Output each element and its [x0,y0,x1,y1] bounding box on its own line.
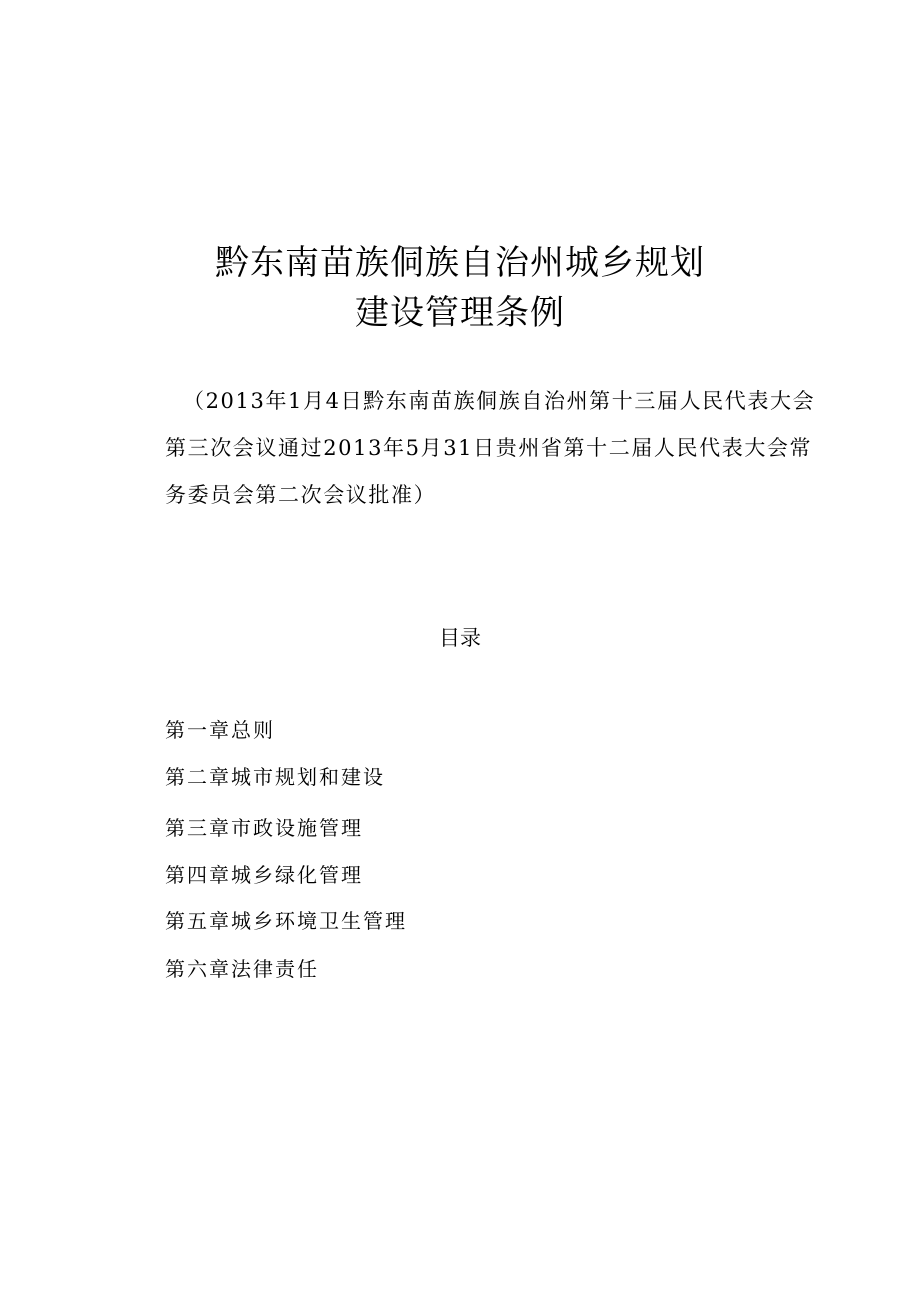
adoption-note-line-3: 务委员会第二次会议批准） [165,483,437,507]
toc-item-chapter-2: 第二章城市规划和建设 [165,765,385,789]
adoption-note-line-2: 第三次会议通过2013年5月31日贵州省第十二届人民代表大会常 [165,436,813,460]
toc-item-chapter-4: 第四章城乡绿化管理 [165,863,363,887]
toc-item-chapter-5: 第五章城乡环境卫生管理 [165,909,407,933]
toc-heading: 目录 [439,626,481,650]
adoption-note-line-1: （2013年1月4日黔东南苗族侗族自治州第十三届人民代表大会 [183,389,816,413]
document-title-line-2: 建设管理条例 [355,293,565,333]
toc-item-chapter-6: 第六章法律责任 [165,957,319,981]
toc-item-chapter-3: 第三章市政设施管理 [165,816,363,840]
toc-item-chapter-1: 第一章总则 [165,718,275,742]
document-title-line-1: 黔东南苗族侗族自治州城乡规划 [215,243,705,283]
